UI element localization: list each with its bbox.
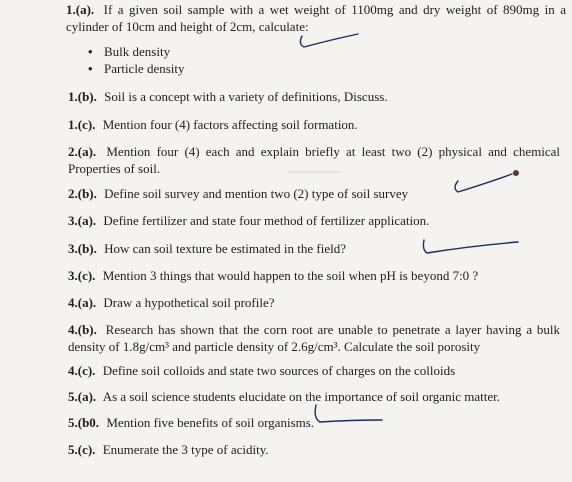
pen-check-stroke — [423, 240, 518, 253]
question-2b — [68, 185, 408, 202]
question-text: Mention four (4) each and explain briefly at least two (2) physical and chemical Properties of soil. — [68, 144, 560, 176]
question-5b — [68, 414, 314, 431]
question-number: 3.(a). — [68, 213, 97, 228]
question-number: 5.(a). — [68, 389, 97, 404]
question-text: Research has shown that the corn root are unable to penetrate a layer having a bulk density of 1.8g/cm³ and particle density of 2.6g/cm³. Calculate the soil porosity — [68, 322, 560, 354]
question-text: Draw a hypothetical soil profile? — [103, 295, 275, 310]
question-number: 1.(b). — [68, 89, 97, 104]
question-1c — [68, 116, 358, 133]
question-number: 1.(c). — [68, 117, 96, 132]
question-text: As a soil science students elucidate on the importance of soil organic matter. — [102, 389, 500, 404]
question-text: Mention 3 things that would happen to the soil when pH is beyond 7:0 ? — [102, 268, 479, 283]
question-text: Mention four (4) factors affecting soil formation. — [102, 117, 358, 132]
question-4b — [68, 321, 560, 355]
question-number: 1.(a). — [66, 2, 95, 17]
bullet-particle-density — [88, 61, 185, 77]
question-number: 5.(b0. — [68, 415, 100, 430]
question-text: If a given soil sample with a wet weight of 1100mg and dry weight of 890mg in a cylinder of 10cm and height of 2cm, calculate: — [66, 2, 566, 34]
bullet-icon: • — [88, 44, 93, 59]
question-text: Define soil survey and mention two (2) type of soil survey — [104, 186, 409, 201]
bullet-text: Bulk density — [104, 44, 171, 59]
question-text: Define fertilizer and state four method of fertilizer application. — [103, 213, 430, 228]
question-number: 3.(c). — [68, 268, 96, 283]
question-number: 3.(b). — [68, 241, 97, 256]
question-3c — [68, 267, 478, 284]
question-5a — [68, 388, 500, 405]
question-text: Soil is a concept with a variety of definitions, Discuss. — [104, 89, 388, 104]
bullet-bulk-density — [88, 44, 170, 60]
question-5c — [68, 441, 269, 458]
question-number: 4.(a). — [68, 295, 97, 310]
question-number: 4.(c). — [68, 363, 96, 378]
pen-check-stroke — [300, 34, 358, 47]
bullet-icon: • — [88, 61, 93, 76]
question-4a — [68, 294, 275, 311]
question-2a — [68, 143, 560, 177]
question-text: Mention five benefits of soil organisms. — [106, 415, 315, 430]
question-text: Define soil colloids and state two sources of charges on the colloids — [102, 363, 456, 378]
question-4c — [68, 362, 455, 379]
question-3a — [68, 212, 429, 229]
question-text: How can soil texture be estimated in the field? — [104, 241, 347, 256]
question-number: 2.(a). — [68, 144, 97, 159]
question-number: 4.(b). — [68, 322, 97, 337]
pen-check-stroke — [315, 405, 382, 422]
question-1b — [68, 88, 388, 105]
question-number: 5.(c). — [68, 442, 96, 457]
question-1a — [66, 1, 566, 35]
bullet-text: Particle density — [104, 61, 185, 76]
question-text: Enumerate the 3 type of acidity. — [102, 442, 269, 457]
question-number: 2.(b). — [68, 186, 97, 201]
question-3b — [68, 240, 346, 257]
